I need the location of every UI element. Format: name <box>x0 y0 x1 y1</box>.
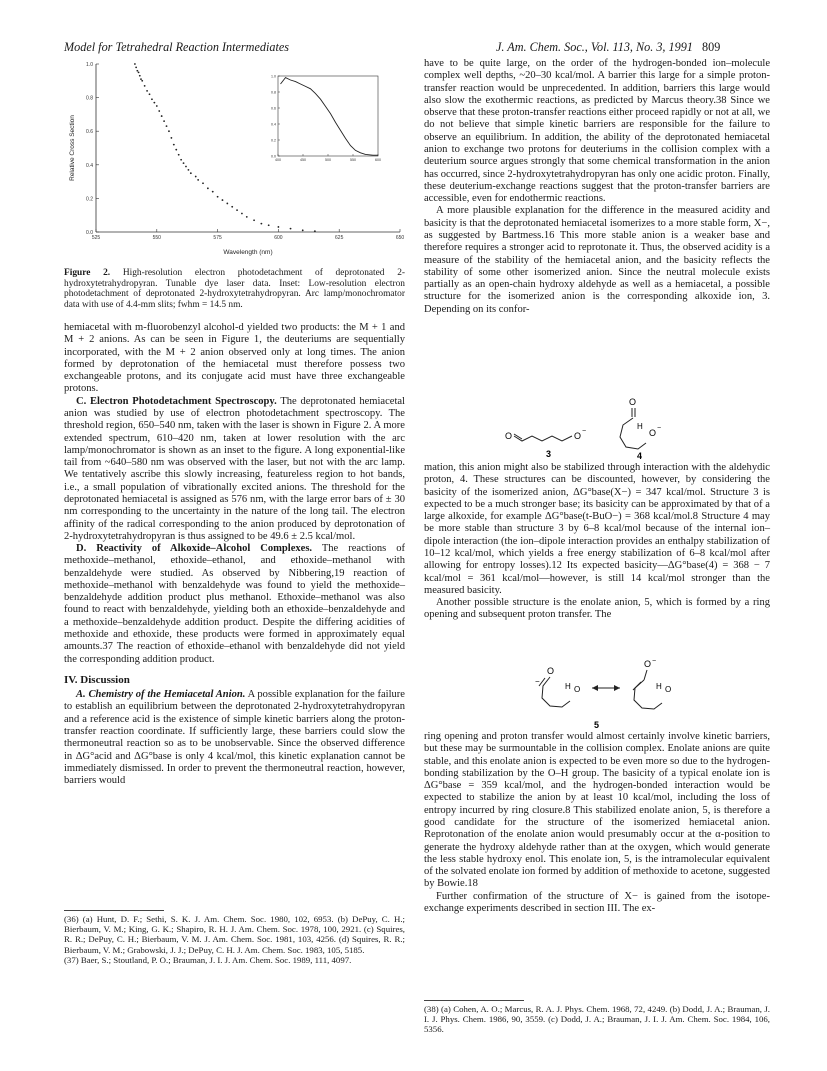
paragraph-isomerization: A more plausible explanation for the difference in the measured acidity and basicity is that the deprotonated hemiacetal isomerizes to a more stable form, X−, as suggested by Bartmess.16 This more stable anion is a weaker base and therefore requires a stronger acid to reprotonate it. Thus, the observed acidity is a measure of the stability of the hemiacetal anion, and the basicity reflects the stability of some other isomerized anion. Since the neutral molecule exists partially as an open-chain hydroxy aldehyde as well as a hemiacetal, a possible structure for the isomerized anion is the corresponding alkoxide ion, 3. Depending on its confor- <box>424 205 770 315</box>
structure-3-alkoxide <box>505 428 586 459</box>
data-point <box>141 80 143 82</box>
data-point <box>156 105 158 107</box>
inset-x-tick-label: 600 <box>375 158 381 162</box>
footnote-rule-left <box>64 910 164 911</box>
data-point <box>226 203 228 205</box>
data-point <box>180 159 182 161</box>
inset-x-tick-label: 550 <box>350 158 356 162</box>
structures-3-4 <box>430 395 760 463</box>
figure-caption <box>64 268 405 310</box>
data-point <box>178 154 180 156</box>
journal-citation: J. Am. Chem. Soc., Vol. 113, No. 3, 1991 <box>496 40 693 54</box>
footnote-37: (37) Baer, S.; Stoutland, P. O.; Brauman, J. I. J. Am. Chem. Soc. 1989, 111, 4097. <box>64 954 352 965</box>
inset-y-tick-label: 0.0 <box>271 154 276 159</box>
data-point <box>246 216 248 218</box>
data-point <box>212 191 214 193</box>
inset-x-tick-label: 400 <box>275 158 281 162</box>
svg-text:O: O <box>649 428 657 438</box>
data-point <box>149 93 151 95</box>
svg-text:−: − <box>657 425 662 432</box>
data-point <box>188 169 190 171</box>
inset-x-tick-label: 450 <box>300 158 306 162</box>
data-point <box>136 70 138 72</box>
data-point <box>183 162 185 164</box>
paragraph-ring-opening: ring opening and proton transfer would almost certainly involve kinetic barriers, but these may be surmountable in the collision complex. Enolate anions are quite stable, and this enolate anion is expected to be even more so due to the hydrogen-bonding stabilization by the O–H group. The basicity of a typical enolate ion is ΔG°base = 359 kcal/mol, and the hydrogen-bonded interaction would be expected to stabilize the anion by at least 10 kcal/mol, including the loss of entropy incurred by ring closure.8 This stabilized enolate anion, 5, is therefore a good candidate for the structure of the isomerized hemiacetal anion. Reprotonation of the enolate anion would presumably occur at the α-position to generate the hydroxy aldehyde rather than at the oxygen, which would generate the less stable hydroxy enol. This enolate ion, 5, is the intramolecular equivalent of the solvated enolate ion formed by addition of methoxide to acetone, suggested by Bowie.18 <box>424 731 770 890</box>
svg-text:O: O <box>505 431 513 441</box>
data-point <box>163 120 165 122</box>
inset-y-tick-label: 1.0 <box>271 74 276 79</box>
inset-y-tick-label: 0.4 <box>271 122 276 127</box>
data-point <box>260 223 262 225</box>
data-point <box>175 149 177 151</box>
y-tick-label: 0.4 <box>86 162 93 169</box>
inset-y-tick-label: 0.8 <box>271 90 276 95</box>
data-point <box>173 144 175 146</box>
data-point <box>202 182 204 184</box>
section-d <box>64 543 405 666</box>
paragraph-confirmation: Further confirmation of the structure of X− is gained from the isotope-exchange experiments described in section III. The ex- <box>424 890 770 914</box>
data-point <box>195 176 197 178</box>
data-point <box>140 78 142 80</box>
data-point <box>161 115 163 117</box>
caption-label: Figure 2. <box>64 268 111 278</box>
data-point <box>158 110 160 112</box>
data-point <box>190 172 192 174</box>
y-tick-label: 0.6 <box>86 129 93 136</box>
section-d-text: The reactions of methoxide–methanol, ethoxide–ethanol, and ethoxide–methanol with benzaldehyde were studied. As observed by Nibbering,19 reaction of methoxide–methanol with benzaldehyde was found to yield the methoxide–benzaldehyde addition product plus methanol. Ethoxide–methanol was also found to react with benzaldehyde, yielding both an ethoxide–benzaldehyde and a methoxide–benzaldehyde addition product. Despite the differing acidities of methoxide and ethoxide, these products were formed in approximately equal amounts.37 The reaction of ethoxide–ethanol with benzaldehyde did not yield the corresponding addition product. <box>64 543 405 665</box>
svg-text:O: O <box>665 685 672 694</box>
footnote-36: (36) (a) Hunt, D. F.; Sethi, S. K. J. Am. Chem. Soc. 1980, 102, 6953. (b) DePuy, C. H.; Bierbaum, V. M.; King, G. K.; Shapiro, R. H. J. Am. Chem. Soc. 1978, 100, 2921. (c) Squires, R. R.; DePuy, C. H.; Bierbaum, V. M. J. Am. Chem. Soc. 1981, 103, 4256. (d) Squires, R. R.; Bierbaum, V. M.; Grabowski, J. J.; DePuy, C. H. J. Am. Chem. Soc. 1983, 105, 5185. <box>64 914 405 955</box>
data-point <box>185 166 187 168</box>
data-point <box>197 179 199 181</box>
photodetachment-chart <box>64 58 405 266</box>
section-a-text: A possible explanation for the failure to establish an equilibrium between the deprotonated 2-hydroxytetrahydropyran and a reference acid is the existence of simple kinetic barriers along the proton-transfer reaction coordinate. If sufficiently large, these barriers could slow the thermoneutral reaction so as to be unobservable. Since the observed difference in ΔG°acid and ΔG°base is only 4 kcal/mol, this kinetic explanation cannot be immediately dismissed. In order to prevent the thermoneutral reaction, however, barriers would <box>64 689 405 787</box>
x-axis-label: Wavelength (nm) <box>223 249 273 256</box>
x-tick-label: 525 <box>91 235 101 241</box>
structure-5-enolate-right <box>633 658 671 709</box>
right-column-bottom <box>424 731 770 915</box>
section-c-title: C. Electron Photodetachment Spectroscopy. <box>76 395 277 407</box>
inset-frame <box>278 76 378 156</box>
data-point <box>166 125 168 127</box>
paragraph-discount: mation, this anion might also be stabilized through interaction with the aldehydic proton, 4. These structures can be discounted, however, by considering the basicity of the isomerized anion, ΔG°base(X−) = 347 kcal/mol. Structure 3 is expected to be a much stronger base; its basicity can be approximated by that of a large alkoxide, for example ΔG°base(t-BuO−) = 368 kcal/mol.8 Structure 4 may be more stable than structure 3 by 6–8 kcal/mol because of the internal ion–dipole interaction (the ion–dipole interaction provides an enthalpy stabilization of 10–12 kcal/mol, which yields a free energy stabilization of 6–8 kcal/mol after allowing for entropy losses).12 Its expected basicity—ΔG°base(4) = 368 − 7 kcal/mol = 361 kcal/mol—however, is still 14 kcal/mol stronger than the measured basicity. <box>424 462 770 596</box>
svg-text:−: − <box>652 658 657 665</box>
data-point <box>168 130 170 132</box>
data-point <box>207 187 209 189</box>
data-point <box>139 75 141 77</box>
x-tick-label: 625 <box>335 235 344 241</box>
structure-3-label: 3 <box>546 449 552 459</box>
svg-text:−: − <box>535 677 540 686</box>
section-c-text: The deprotonated hemiacetal anion was studied by use of electron photodetachment spectroscopy. The threshold region, 650–540 nm, taken with the laser is shown in Figure 2. A more extended spectrum, 610–420 nm, taken at lower resolution with the arc lamp/monochromator is shown as an inset to the figure. A long exponential-like tail from ~640–580 nm was observed with the laser, but not with the arc lamp. We tentatively ascribe this slowly increasing, featureless region to hot bands, i.e., a small population of vibrationally excited anions. The threshold for the deprotonated hemiacetal is assigned as 576 nm, with the large error bars of ± 30 nm corresponding to the uncertainty in the nature of the long tail. The electron affinity of the radical corresponding to the anion produced by deprotonation of 2-hydroxytetrahydropyran is thus assigned to be 49.6 ± 2.5 kcal/mol. <box>64 395 405 542</box>
footnotes-left <box>64 914 405 965</box>
svg-text:H: H <box>565 682 571 691</box>
data-point <box>241 213 243 215</box>
resonance-arrow <box>592 685 620 691</box>
structure-4-label: 4 <box>637 451 643 461</box>
data-point <box>151 98 153 100</box>
structure-5-enolate-left <box>535 666 580 707</box>
data-point <box>302 229 304 231</box>
y-axis-label: Relative Cross Section <box>69 115 76 181</box>
data-point <box>231 206 233 208</box>
data-point <box>290 228 292 230</box>
running-header-journal <box>496 40 720 55</box>
data-point <box>217 196 219 198</box>
y-tick-label: 1.0 <box>86 62 93 68</box>
section-c <box>64 396 405 543</box>
inset-series-line <box>281 78 379 156</box>
footnotes-right <box>424 1004 770 1035</box>
data-point <box>236 209 238 211</box>
data-point <box>138 72 140 74</box>
paragraph-enolate: Another possible structure is the enolate anion, 5, which is formed by a ring opening and subsequent proton transfer. The <box>424 597 770 621</box>
x-tick-label: 650 <box>395 235 405 241</box>
section-a-title: A. Chemistry of the Hemiacetal Anion. <box>76 689 246 701</box>
section-d-title: D. Reactivity of Alkoxide–Alcohol Complexes. <box>76 543 313 555</box>
data-point <box>135 66 137 68</box>
svg-text:H: H <box>656 682 662 691</box>
right-column-top <box>424 58 770 316</box>
structure-5-label: 5 <box>594 720 600 730</box>
svg-text:O: O <box>644 659 652 669</box>
data-point <box>144 85 146 87</box>
inset-y-tick-label: 0.6 <box>271 106 276 111</box>
y-tick-label: 0.8 <box>86 95 93 102</box>
section-iv-title: IV. Discussion <box>64 673 130 686</box>
right-column-middle <box>424 462 770 622</box>
x-tick-label: 600 <box>274 235 283 241</box>
footnote-38: (38) (a) Cohen, A. O.; Marcus, R. A. J. Phys. Chem. 1968, 72, 4249. (b) Dodd, J. A.; Brauman, J. I. J. Phys. Chem. 1986, 90, 3559. (c) Dodd, J. A.; Brauman, J. I. J. Am. Chem. Soc. 1984, 106, 5356. <box>424 1004 770 1035</box>
data-point <box>170 137 172 139</box>
x-tick-label: 575 <box>213 235 222 241</box>
svg-text:−: − <box>582 428 587 435</box>
paragraph-barriers: have to be quite large, on the order of the hydrogen-bonded ion–molecule complex well depths, ~20–30 kcal/mol. A barrier this large for a simple proton-transfer reaction would be unprecedented. In addition, barriers this large would also slow the exothermic reactions, as predicted by Marcus theory.38 Since we observe that these proton-transfer reactions either proceed rapidly or not at all, we do not believe that simple kinetic barriers are responsible for the failure to observe an equilibrium. In addition, the ability of the deprotonated hemiacetal anion to exchange two protons for deuteriums in the collision complex with a deuterium source argues strongly that some chemical transformation in the anion has occurred, since 2-hydroxytetrahydropyran has only one acidic proton. Finally, these deuterium-exchange reactions suggest that the proton-transfer barriers are accessible, even for endothermic reactions. <box>424 58 770 205</box>
svg-text:H: H <box>637 422 643 431</box>
data-point <box>314 230 316 232</box>
page-number: 809 <box>702 40 721 54</box>
x-tick-label: 550 <box>152 235 161 241</box>
data-point <box>253 219 255 221</box>
inset-y-tick-label: 0.2 <box>271 138 276 143</box>
y-tick-label: 0.0 <box>86 230 93 236</box>
data-point <box>222 199 224 201</box>
data-point <box>134 63 136 65</box>
data-point <box>268 224 270 226</box>
left-column <box>64 322 405 787</box>
svg-text:O: O <box>574 431 582 441</box>
caption-text: High-resolution electron photodetachment of deprotonated 2-hydroxytetrahydropyran. Tunable dye laser data. Inset: Low-resolution electron photodetachment of deprotonated 2-hydroxytetrahydropyran. Arc lamp/monochromator data with use of 4.4-mm slits; fwhm = 14.5 nm. <box>64 268 405 310</box>
structure-4-alkoxide <box>620 397 661 461</box>
inset-x-tick-label: 500 <box>325 158 331 162</box>
data-point <box>153 102 155 104</box>
data-point <box>278 226 280 228</box>
structure-5 <box>430 658 760 730</box>
running-header-title: Model for Tetrahedral Reaction Intermediates <box>64 40 289 54</box>
figure-2 <box>64 58 405 266</box>
data-point <box>146 90 148 92</box>
svg-text:O: O <box>629 397 637 407</box>
section-a <box>64 689 405 787</box>
svg-text:O: O <box>547 666 555 676</box>
paragraph-exchange: hemiacetal with m-fluorobenzyl alcohol-d yielded two products: the M + 1 and M + 2 anions. As can be seen in Figure 1, the deuteriums are sequentially incorporated, with the M + 2 anion observed only at long times. The anion formed by deprotonation of the hemiacetal must therefore possess two exchangeable protons, and its conjugate acid must have three exchangeable protons. <box>64 322 405 395</box>
svg-text:O: O <box>574 685 581 694</box>
footnote-rule-right <box>424 1000 524 1001</box>
y-tick-label: 0.2 <box>86 196 93 203</box>
